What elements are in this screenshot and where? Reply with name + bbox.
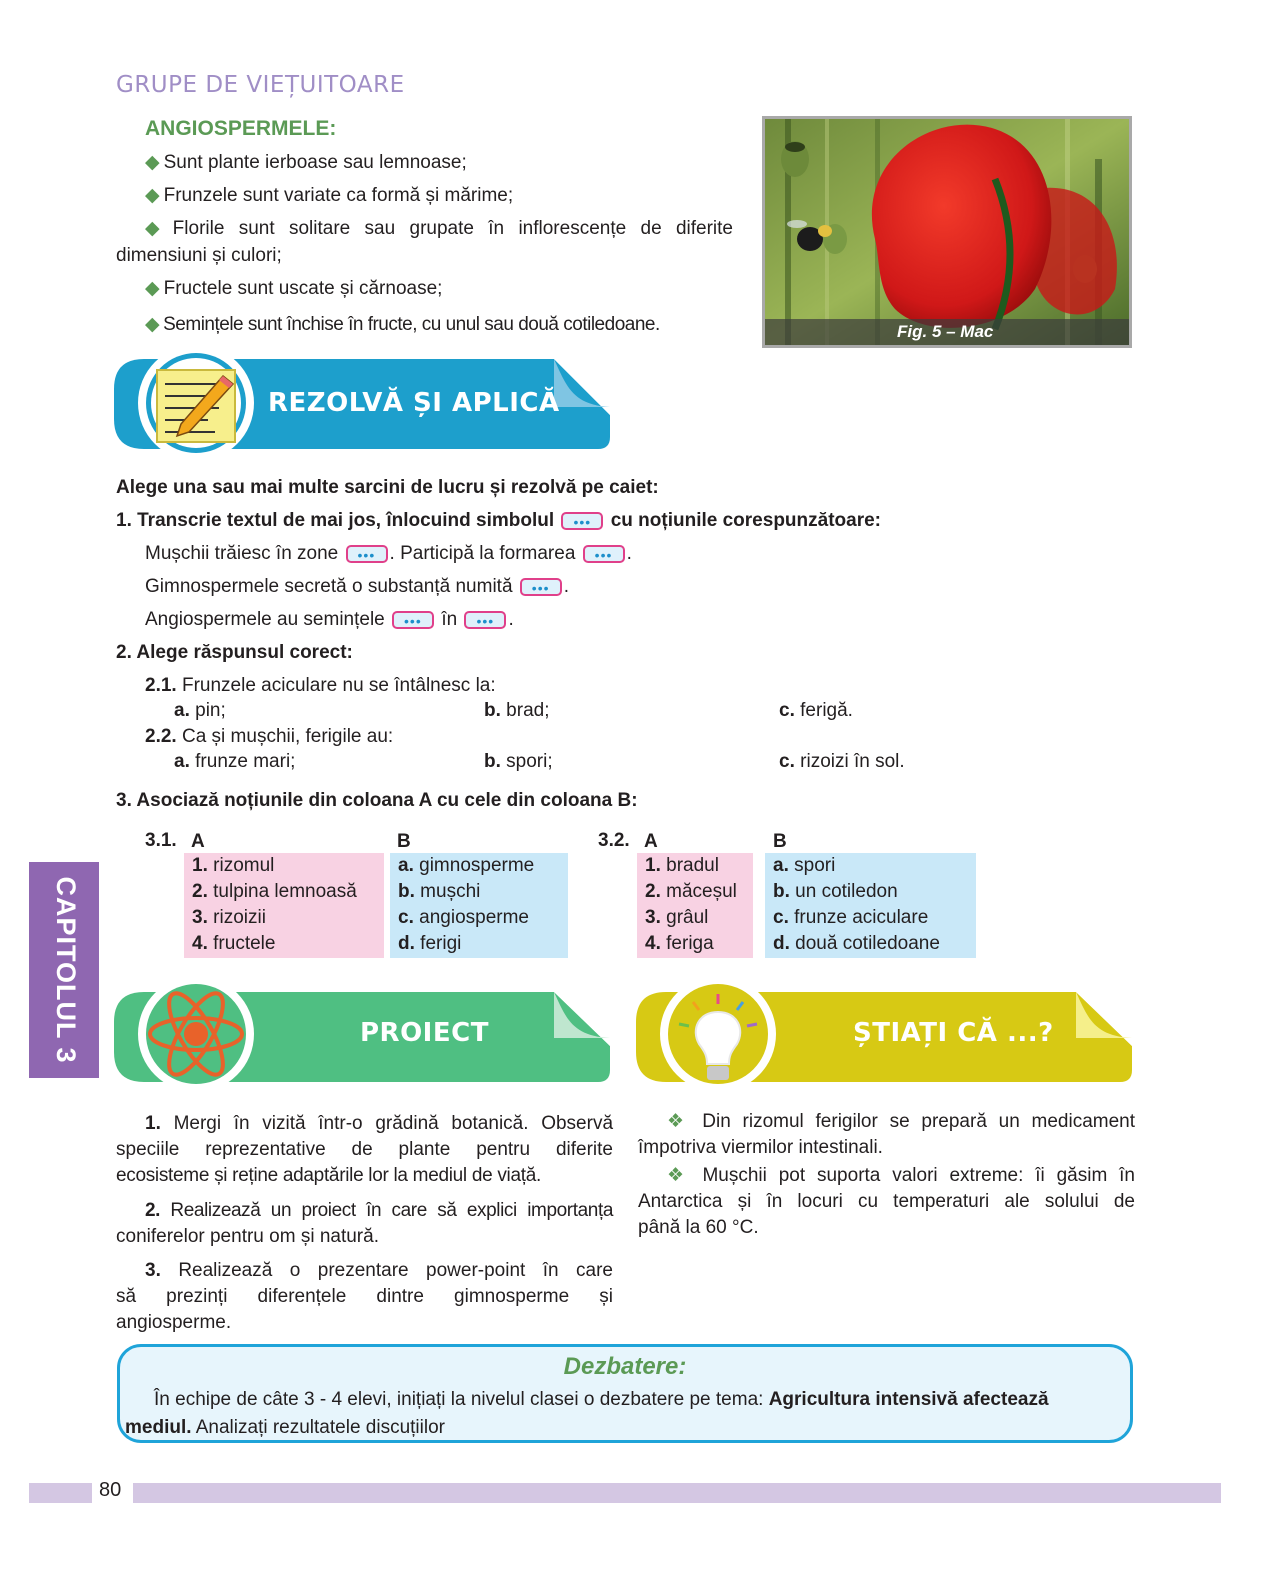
task-1-heading: 1. Transcrie textul de mai jos, înlocuind simbolul ••• cu noțiunile corespunzătoare:	[116, 508, 881, 534]
list-item: a. spori	[773, 855, 836, 876]
notepad-pencil-icon	[153, 366, 239, 446]
blank-symbol	[520, 578, 562, 596]
angio-bullet-4: ◆ Fructele sunt uscate și cărnoase;	[145, 278, 443, 299]
group-3-2-column-b	[765, 853, 976, 958]
light-bulb-icon	[673, 990, 763, 1086]
list-item: 1. rizomul	[192, 855, 275, 876]
blank-symbol	[346, 545, 388, 563]
list-item: 4. feriga	[645, 933, 714, 954]
blank-symbol	[583, 545, 625, 563]
option-2-1-b: b. brad;	[484, 700, 550, 721]
group-3-1-column-a	[184, 853, 384, 958]
chapter-side-tab	[29, 862, 99, 1078]
group-3-1-column-b	[390, 853, 568, 958]
angio-bullet-5: ◆ Semințele sunt închise în fructe, cu unul sau două cotiledoane.	[145, 314, 660, 335]
fact-2: ❖ Mușchii pot suporta valori extreme: îi găsim în Antarctica și în locuri cu temperaturi ale solului de până la 60 °C.	[638, 1165, 1135, 1238]
list-item: 3. rizoizii	[192, 907, 266, 928]
group-3-1-head-b: B	[397, 831, 411, 852]
list-item: 4. fructele	[192, 933, 276, 954]
diamond-bullet-icon: ◆	[145, 152, 160, 173]
figure-caption: Fig. 5 – Mac	[897, 322, 994, 341]
atom-icon	[146, 984, 246, 1084]
angiosperm-heading: ANGIOSPERMELE:	[145, 117, 337, 140]
question-2-1: 2.1. Frunzele aciculare nu se întâlnesc la:	[145, 675, 496, 696]
debate-box	[117, 1344, 1133, 1443]
diamond-bullet-icon: ❖	[667, 1165, 691, 1186]
list-item: 1. bradul	[645, 855, 719, 876]
task-1-line-2: Gimnospermele secretă o substanță numită ••• .	[145, 574, 569, 600]
project-item-2: 2. Realizează un proiect în care să explici importanța coniferelor pentru om și natură.	[116, 1200, 613, 1247]
blank-symbol	[561, 512, 603, 530]
option-2-1-c: c. ferigă.	[779, 700, 853, 721]
list-item: 2. tulpina lemnoasă	[192, 881, 357, 902]
figure-caption-bar	[765, 319, 1129, 345]
footer-bar-right	[133, 1483, 1221, 1503]
diamond-bullet-icon: ◆	[145, 314, 160, 335]
group-3-2-column-a	[637, 853, 753, 958]
angio-bullet-2: ◆ Frunzele sunt variate ca formă și mărime;	[145, 185, 514, 206]
project-banner-title: PROIECT	[360, 1018, 489, 1048]
diamond-bullet-icon: ◆	[145, 218, 169, 239]
poppy-photo	[762, 116, 1132, 348]
debate-line-1: În echipe de câte 3 - 4 elevi, inițiați la nivelul clasei o dezbatere pe tema: Agricultura intensivă afectează	[154, 1389, 1049, 1410]
project-item-3: 3. Realizează o prezentare power-point în care să prezinți diferențele dintre gimnosperme și angiosperme.	[116, 1260, 613, 1333]
list-item: 3. grâul	[645, 907, 709, 928]
group-3-2-head-b: B	[773, 831, 787, 852]
chapter-label-svg	[29, 862, 99, 1078]
list-item: b. mușchi	[398, 881, 481, 902]
list-item: d. două cotiledoane	[773, 933, 940, 954]
task-1-line-3: Angiospermele au semințele ••• în ••• .	[145, 607, 514, 633]
diamond-bullet-icon: ◆	[145, 185, 160, 206]
group-3-2-head-a: A	[644, 831, 658, 852]
list-item: a. gimnosperme	[398, 855, 535, 876]
task-2-heading: 2. Alege răspunsul corect:	[116, 642, 353, 663]
group-3-1-number: 3.1.	[145, 830, 177, 851]
angio-bullet-3: ◆ Florile sunt solitare sau grupate în inflorescențe de diferite	[145, 218, 733, 239]
angio-bullet-3-cont: dimensiuni și culori;	[116, 245, 282, 266]
fact-1: ❖ Din rizomul ferigilor se prepară un medicament împotriva viermilor intestinali.	[638, 1111, 1136, 1158]
list-item: d. ferigi	[398, 933, 462, 954]
option-2-2-c: c. rizoizi în sol.	[779, 751, 905, 772]
know-banner-title: ȘTIAȚI CĂ ...?	[853, 1018, 1054, 1048]
debate-line-2: mediul. Analizați rezultatele discuțiilor	[125, 1417, 445, 1438]
tasks-intro: Alege una sau mai multe sarcini de lucru și rezolvă pe caiet:	[116, 477, 659, 498]
question-2-2: 2.2. Ca și mușchii, ferigile au:	[145, 726, 394, 747]
footer-bar-left	[29, 1483, 92, 1503]
project-item-1: 1. Mergi în vizită într-o grădină botanică. Observă speciile reprezentative de plante pentru diferite ecosisteme și reține adaptările lor la mediul de viață.	[116, 1113, 614, 1186]
list-item: c. frunze aciculare	[773, 907, 929, 928]
page-number: 80	[99, 1479, 122, 1501]
diamond-bullet-icon: ❖	[667, 1111, 691, 1132]
chapter-label: CAPITOLUL 3	[50, 876, 81, 1064]
blank-symbol	[464, 611, 506, 629]
list-item: c. angiosperme	[398, 907, 529, 928]
blank-symbol	[392, 611, 434, 629]
task-1-line-1: Mușchii trăiesc în zone ••• . Participă la formarea ••• .	[145, 541, 632, 567]
solve-banner-title: REZOLVĂ ȘI APLICĂ	[268, 388, 560, 418]
group-3-2-number: 3.2.	[598, 830, 630, 851]
debate-title: Dezbatere:	[563, 1353, 687, 1380]
option-2-1-a: a. pin;	[174, 700, 226, 721]
angio-bullet-1: ◆ Sunt plante ierboase sau lemnoase;	[145, 152, 467, 173]
poppy-illustration	[765, 119, 1129, 345]
section-title: GRUPE DE VIEȚUITOARE	[116, 72, 405, 98]
option-2-2-b: b. spori;	[484, 751, 553, 772]
list-item: b. un cotiledon	[773, 881, 898, 902]
task-3-heading: 3. Asociază noțiunile din coloana A cu cele din coloana B:	[116, 790, 638, 811]
list-item: 2. măceșul	[645, 881, 737, 902]
diamond-bullet-icon: ◆	[145, 278, 160, 299]
group-3-1-head-a: A	[191, 831, 205, 852]
option-2-2-a: a. frunze mari;	[174, 751, 296, 772]
